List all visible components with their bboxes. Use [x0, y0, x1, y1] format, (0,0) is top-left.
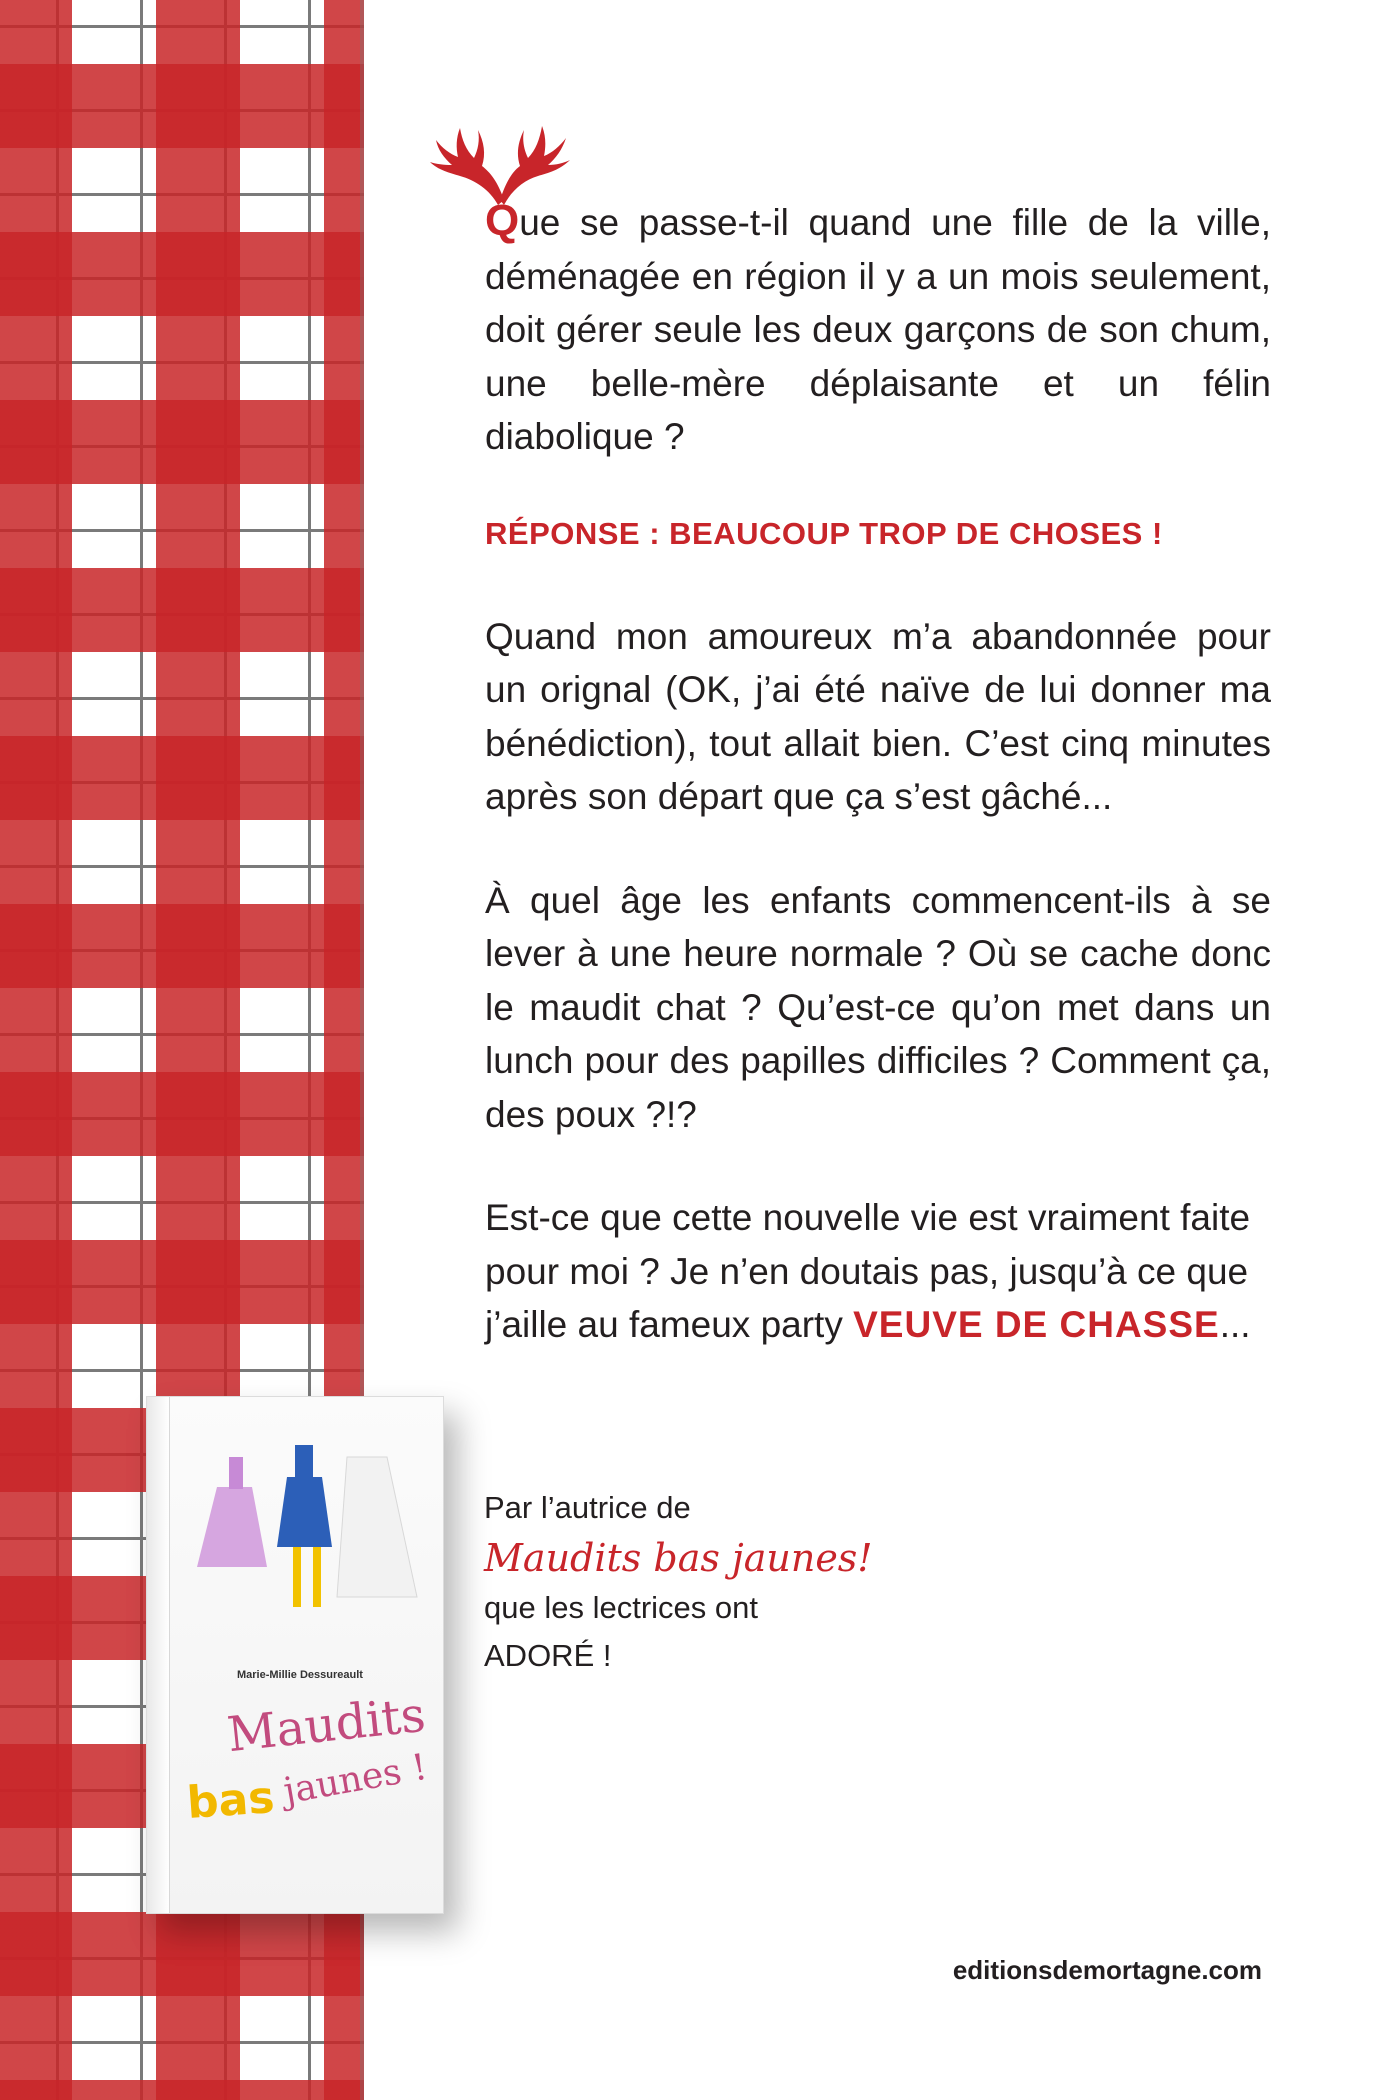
- book-title-word1: Maudits: [224, 1686, 429, 1764]
- book-title-word2: bas: [185, 1772, 277, 1829]
- promo-line1: Par l’autrice de: [484, 1490, 691, 1525]
- answer-heading: RÉPONSE : BEAUCOUP TROP DE CHOSES !: [485, 515, 1163, 551]
- author-promo: [484, 1484, 904, 1680]
- book-author: Marie-Millie Dessureault: [237, 1669, 363, 1681]
- promo-book-title: Maudits bas jaunes!: [484, 1536, 873, 1580]
- paragraph-questions: À quel âge les enfants commencent-ils à se lever à une heure normale ? Où se cache donc le maudit chat ? Qu’est-ce qu’on met dans un lunch pour des papilles difficiles ? Comment ça, des poux ?!?: [485, 879, 1271, 1135]
- promo-line2: que les lectrices ont: [484, 1590, 758, 1625]
- drop-cap: Q: [485, 196, 520, 245]
- party-highlight: VEUVE DE CHASSE: [853, 1304, 1220, 1345]
- paragraph-abandon: Quand mon amoureux m’a abandonnée pour un orignal (OK, j’ai été naïve de lui donner ma bénédiction), tout allait bien. C’est cinq minutes après son départ que ça s’est gâché...: [485, 615, 1271, 817]
- book-cover-image: [146, 1396, 444, 1914]
- closing-ellipsis: ...: [1219, 1304, 1251, 1345]
- book-illustration: [147, 1397, 443, 1657]
- closing-paragraph: [485, 1191, 1271, 1352]
- book-title-word3: jaunes !: [280, 1746, 431, 1813]
- intro-paragraph: [485, 194, 1271, 464]
- promo-line3: ADORÉ !: [484, 1638, 612, 1673]
- closing-text: Est-ce que cette nouvelle vie est vraiment faite pour moi ? Je n’en doutais pas, jusqu’à ce que j’aille au fameux party: [485, 1197, 1251, 1345]
- publisher-website: editionsdemortagne.com: [952, 1955, 1262, 1985]
- back-cover-text: [485, 194, 1271, 1352]
- intro-text: ue se passe-t-il quand une fille de la ville, déménagée en région il y a un mois seulement, doit gérer seule les deux garçons de son chum, une belle-mère déplaisante et un félin diabolique ?: [485, 202, 1271, 457]
